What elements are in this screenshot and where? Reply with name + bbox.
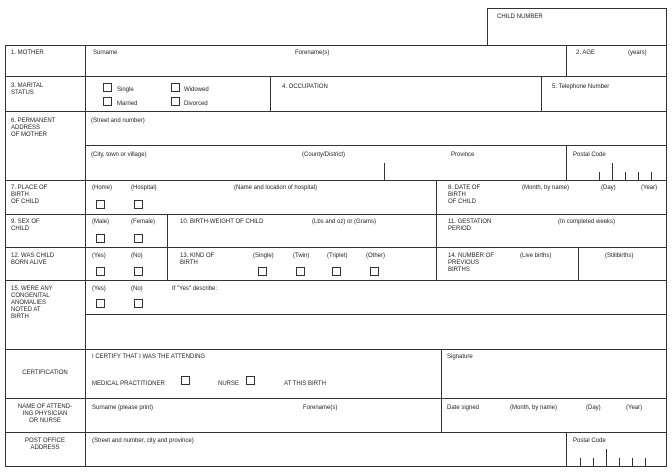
certification-statement: I CERTIFY THAT I WAS THE ATTENDING (92, 354, 206, 360)
street-field[interactable]: (Street and number) (91, 118, 145, 124)
widowed-checkbox[interactable] (171, 83, 180, 92)
previous-births-label: 14. NUMBER OF PREVIOUS BIRTHS (448, 253, 495, 273)
single-checkbox[interactable] (103, 83, 112, 92)
signed-year-field[interactable]: (Year) (626, 405, 643, 411)
dob-year-field[interactable]: (Year) (641, 185, 658, 191)
age-label: 2. AGE (576, 50, 596, 56)
home-checkbox[interactable] (96, 200, 105, 209)
twin-birth-label: (Twin) (293, 253, 310, 259)
post-office-label: POST OFFICE ADDRESS (25, 438, 65, 451)
attendant-name-label: NAME OF ATTEND- ING PHYSICIAN OR NURSE (17, 404, 73, 424)
single-option-label: Single (117, 87, 134, 93)
medical-practitioner-checkbox[interactable] (181, 376, 190, 385)
sex-of-child-label: 9. SEX OF CHILD (11, 219, 40, 232)
female-option-label: (Female) (131, 219, 156, 225)
mother-label: 1. MOTHER (11, 50, 44, 56)
home-option-label: (Home) (92, 185, 113, 191)
postal-code-field[interactable]: Postal Code (573, 152, 606, 158)
single-birth-label: (Single) (253, 253, 274, 259)
medical-practitioner-label: MEDICAL PRACTITIONER (92, 381, 165, 387)
marital-status-label: 3. MARITAL STATUS (11, 83, 44, 96)
place-of-birth-label: 7. PLACE OF BIRTH OF CHILD (11, 185, 48, 205)
dob-month-field[interactable]: (Month, by name) (522, 185, 570, 191)
born-alive-label: 12. WAS CHILD BORN ALIVE (11, 253, 55, 266)
signed-month-field[interactable]: (Month, by name) (510, 405, 558, 411)
single-birth-checkbox[interactable] (258, 267, 267, 276)
row-attendant (5, 398, 667, 433)
alive-yes-label: (Yes) (92, 253, 106, 259)
anomalies-label: 15. WERE ANY CONGENITAL ANOMALIES NOTED AT BIRTH (11, 286, 53, 320)
mother-forenames-field[interactable]: Forename(s) (295, 50, 330, 56)
province-field[interactable]: Province (451, 152, 475, 158)
row-marital (5, 76, 667, 112)
permanent-address-label: 6. PERMANENT ADDRESS OF MOTHER (11, 118, 56, 138)
anomalies-no-label: (No) (131, 286, 143, 292)
male-option-label: (Male) (92, 219, 110, 225)
post-office-postal-code-field[interactable]: Postal Code (573, 438, 606, 444)
female-checkbox[interactable] (134, 234, 143, 243)
attendant-surname-field[interactable]: Surname (please print) (92, 405, 154, 411)
date-signed-label: Date signed (447, 405, 480, 411)
nurse-checkbox[interactable] (246, 376, 255, 385)
anomalies-describe-field[interactable]: If "Yes" describe: (172, 286, 218, 292)
city-field[interactable]: (City, town or village) (91, 152, 147, 158)
hospital-option-label: (Hospital) (131, 185, 157, 191)
divorced-option-label: Divorced (184, 101, 208, 107)
divorced-checkbox[interactable] (171, 97, 180, 106)
hospital-name-field[interactable]: (Name and location of hospital) (234, 185, 318, 191)
anomalies-yes-label: (Yes) (92, 286, 106, 292)
gestation-units[interactable]: (In completed weeks) (558, 219, 616, 225)
male-checkbox[interactable] (96, 234, 105, 243)
at-this-birth-label: AT THIS BIRTH (284, 381, 326, 387)
alive-yes-checkbox[interactable] (96, 267, 105, 276)
hospital-checkbox[interactable] (134, 200, 143, 209)
age-unit: (years) (628, 50, 647, 56)
mother-surname-field[interactable]: Surname (93, 50, 118, 56)
signed-day-field[interactable]: (Day) (586, 405, 601, 411)
certification-label: CERTIFICATION (22, 370, 68, 376)
anomalies-no-checkbox[interactable] (134, 299, 143, 308)
post-office-street-field[interactable]: (Street and number, city and province) (92, 438, 194, 444)
county-field[interactable]: (County/District) (302, 152, 346, 158)
anomalies-yes-checkbox[interactable] (96, 299, 105, 308)
other-birth-checkbox[interactable] (370, 267, 379, 276)
gestation-label: 11. GESTATION PERIOD (448, 219, 492, 232)
date-of-birth-label: 8. DATE OF BIRTH OF CHILD (448, 185, 481, 205)
triplet-birth-checkbox[interactable] (332, 267, 341, 276)
triplet-birth-label: (Triplet) (327, 253, 348, 259)
kind-of-birth-label: 13. KIND OF BIRTH (180, 253, 215, 266)
twin-birth-checkbox[interactable] (296, 267, 305, 276)
attendant-forenames-field[interactable]: Forename(s) (303, 405, 338, 411)
telephone-field[interactable]: 5. Telephone Number (552, 84, 610, 90)
nurse-label: NURSE (218, 381, 240, 387)
alive-no-label: (No) (131, 253, 143, 259)
signature-field[interactable]: Signature (447, 354, 473, 360)
dob-day-field[interactable]: (Day) (601, 185, 616, 191)
married-checkbox[interactable] (103, 97, 112, 106)
birth-weight-units[interactable]: (Lbs and oz) or (Grams) (312, 219, 377, 225)
married-option-label: Married (117, 101, 138, 107)
stillbirths-field[interactable]: (Stillbirths) (605, 253, 634, 259)
live-births-field[interactable]: (Live births) (520, 253, 552, 259)
occupation-field[interactable]: 4. OCCUPATION (282, 84, 328, 90)
birth-weight-label: 10. BIRTH-WEIGHT OF CHILD (180, 219, 264, 225)
widowed-option-label: Widowed (184, 87, 209, 93)
alive-no-checkbox[interactable] (134, 267, 143, 276)
child-number-label: CHILD NUMBER (497, 14, 543, 20)
other-birth-label: (Other) (366, 253, 386, 259)
